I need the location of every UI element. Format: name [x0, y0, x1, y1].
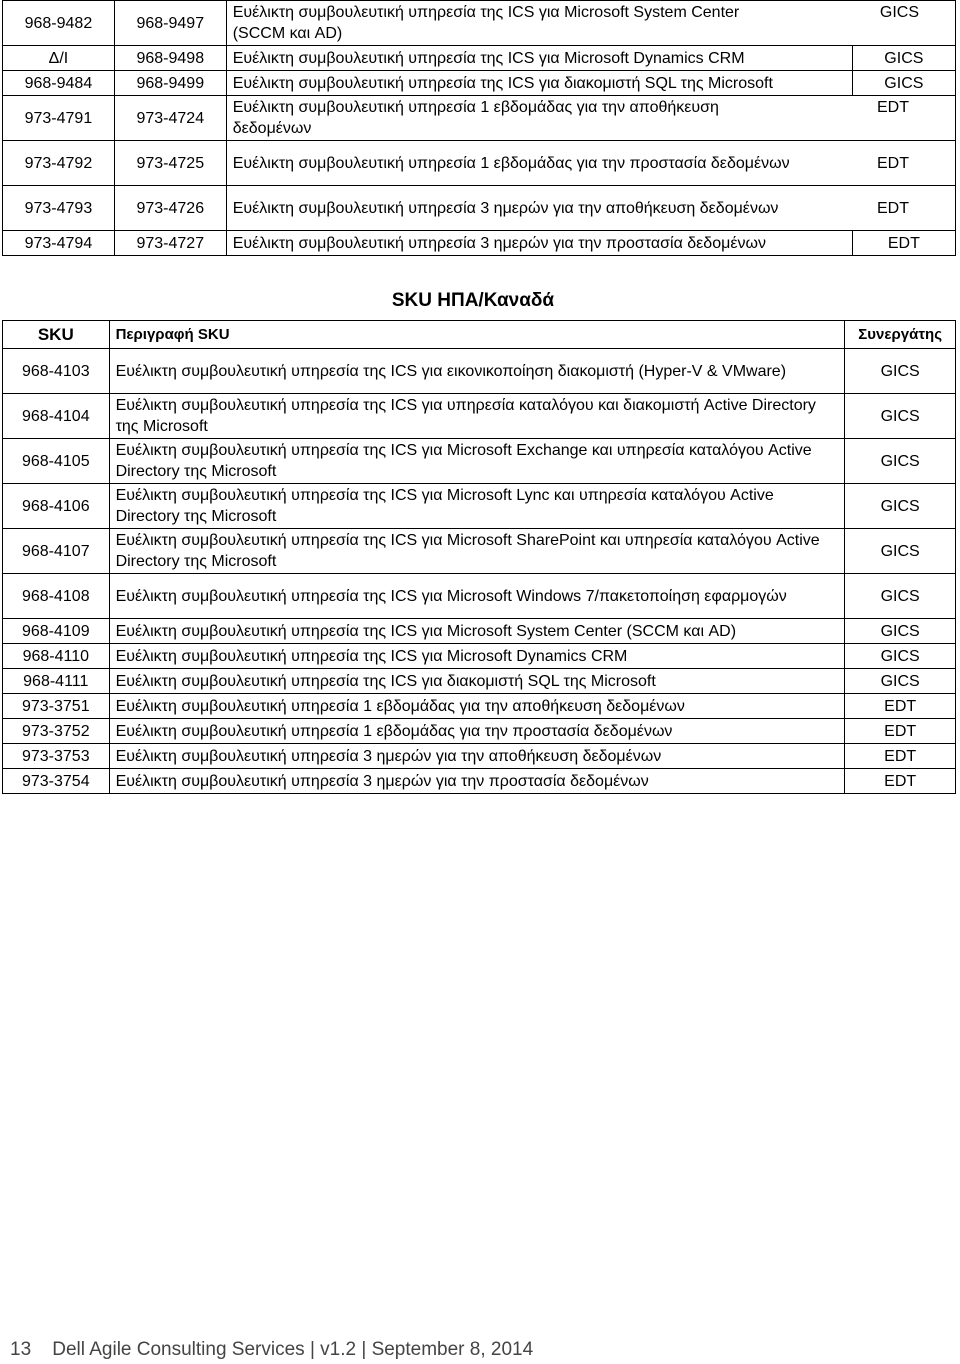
description-cell: Ευέλικτη συμβουλευτική υπηρεσία της ICS για υπηρεσία καταλόγου και διακομιστή Active Directory της Microsoft: [109, 394, 845, 439]
partner-cell: GICS: [845, 484, 956, 529]
partner-cell: GICS: [845, 644, 956, 669]
new-sku-cell: 973-4727: [114, 231, 226, 256]
new-sku-cell: 968-9498: [114, 46, 226, 71]
sku-cell: 968-4107: [3, 529, 110, 574]
new-sku-cell: 973-4726: [114, 186, 226, 231]
partner-cell: EDT: [845, 744, 956, 769]
us-canada-sku-table: [2, 320, 956, 794]
description-cell: Ευέλικτη συμβουλευτική υπηρεσία 1 εβδομάδας για την προστασία δεδομένων: [109, 719, 845, 744]
old-sku-cell: 968-9482: [3, 1, 115, 46]
description-cell: Ευέλικτη συμβουλευτική υπηρεσία της ICS για Microsoft Dynamics CRM: [109, 644, 845, 669]
description-cell: Ευέλικτη συμβουλευτική υπηρεσία 1 εβδομάδας για την αποθήκευση δεδομένων: [109, 694, 845, 719]
old-sku-cell: Δ/Ι: [3, 46, 115, 71]
partner-cell: GICS: [845, 574, 956, 619]
sku-cell: 968-4105: [3, 439, 110, 484]
partner-cell: EDT: [845, 694, 956, 719]
table-row: [3, 719, 956, 744]
description-cell: Ευέλικτη συμβουλευτική υπηρεσία της ICS για Microsoft System Center (SCCM και AD): [109, 619, 845, 644]
sku-cell: 968-4109: [3, 619, 110, 644]
partner-text: EDT: [877, 99, 909, 116]
partner-text: GICS: [879, 4, 919, 21]
partner-header: Συνεργάτης: [845, 321, 956, 349]
description-cell: Ευέλικτη συμβουλευτική υπηρεσία της ICS για Microsoft Dynamics CRM: [226, 46, 852, 71]
table-row: [3, 439, 956, 484]
sku-cell: 968-4111: [3, 669, 110, 694]
description-cell: Ευέλικτη συμβουλευτική υπηρεσία 3 ημερών για την προστασία δεδομένων: [226, 231, 852, 256]
description-cell: Ευέλικτη συμβουλευτική υπηρεσία 3 ημερών για την αποθήκευση δεδομένων: [109, 744, 845, 769]
description-cell: Ευέλικτη συμβουλευτική υπηρεσία της ICS για Microsoft SharePoint και υπηρεσία καταλόγου Active Directory της Microsoft: [109, 529, 845, 574]
new-sku-cell: 968-9497: [114, 1, 226, 46]
partner-cell: GICS: [845, 669, 956, 694]
table-row: [3, 744, 956, 769]
old-sku-cell: 973-4791: [3, 96, 115, 141]
table-row: [3, 529, 956, 574]
sku-cell: 968-4104: [3, 394, 110, 439]
sku-cell: 973-3753: [3, 744, 110, 769]
new-sku-cell: 968-9499: [114, 71, 226, 96]
table-row: [3, 349, 956, 394]
header-row: [3, 321, 956, 349]
table-row: [3, 484, 956, 529]
section-title: SKU ΗΠΑ/Καναδά: [391, 290, 555, 311]
description-cell: Ευέλικτη συμβουλευτική υπηρεσία 3 ημερών για την προστασία δεδομένων: [109, 769, 845, 794]
sku-cell: 973-3751: [3, 694, 110, 719]
old-sku-cell: 973-4792: [3, 141, 115, 186]
sku-cell: 968-4108: [3, 574, 110, 619]
partner-cell: EDT: [845, 769, 956, 794]
footer-text: Dell Agile Consulting Services | v1.2 | September 8, 2014: [52, 1339, 534, 1360]
new-sku-cell: 973-4725: [114, 141, 226, 186]
table-row: [3, 1, 956, 46]
sku-cell: 968-4110: [3, 644, 110, 669]
description-cell: Ευέλικτη συμβουλευτική υπηρεσία της ICS για Microsoft Windows 7/πακετοποίηση εφαρμογών: [109, 574, 845, 619]
partner-cell: GICS: [845, 439, 956, 484]
table-row: [3, 186, 956, 231]
partner-cell: GICS: [852, 71, 955, 96]
sku-cell: 968-4106: [3, 484, 110, 529]
partner-cell: GICS: [845, 529, 956, 574]
description-cell: Ευέλικτη συμβουλευτική υπηρεσία της ICS για Microsoft Lync και υπηρεσία καταλόγου Active Directory της Microsoft: [109, 484, 845, 529]
partner-cell: GICS: [852, 46, 955, 71]
table-row: [3, 96, 956, 141]
description-text: Ευέλικτη συμβουλευτική υπηρεσία της ICS για Microsoft System Center (SCCM και AD): [232, 4, 740, 42]
description-partner-cell: [226, 141, 955, 186]
sku-header: SKU: [3, 321, 110, 349]
description-text: Ευέλικτη συμβουλευτική υπηρεσία 1 εβδομάδας για την αποθήκευση δεδομένων: [232, 99, 719, 137]
sku-cell: 968-4103: [3, 349, 110, 394]
table-row: [3, 644, 956, 669]
partner-cell: EDT: [852, 231, 955, 256]
page-footer: [10, 1339, 533, 1361]
table-row: [3, 394, 956, 439]
description-cell: Ευέλικτη συμβουλευτική υπηρεσία της ICS για διακομιστή SQL της Microsoft: [109, 669, 845, 694]
table-row: [3, 619, 956, 644]
partner-cell: EDT: [845, 719, 956, 744]
description-partner-cell: [226, 96, 955, 141]
partner-text: EDT: [877, 154, 909, 172]
table-row: [3, 574, 956, 619]
table-row: [3, 231, 956, 256]
old-sku-cell: 973-4793: [3, 186, 115, 231]
sku-mapping-table: [2, 0, 956, 256]
sku-cell: 973-3752: [3, 719, 110, 744]
description-cell: Ευέλικτη συμβουλευτική υπηρεσία της ICS για διακομιστή SQL της Microsoft: [226, 71, 852, 96]
description-partner-cell: [226, 1, 955, 46]
table-row: [3, 669, 956, 694]
table-row: [3, 141, 956, 186]
description-cell: Ευέλικτη συμβουλευτική υπηρεσία της ICS για Microsoft Exchange και υπηρεσία καταλόγου Active Directory της Microsoft: [109, 439, 845, 484]
partner-cell: GICS: [845, 394, 956, 439]
description-header: Περιγραφή SKU: [109, 321, 845, 349]
partner-cell: GICS: [845, 619, 956, 644]
description-partner-cell: [226, 186, 955, 231]
table-row: [3, 769, 956, 794]
partner-text: EDT: [877, 199, 909, 217]
sku-cell: 973-3754: [3, 769, 110, 794]
description-cell: Ευέλικτη συμβουλευτική υπηρεσία της ICS για εικονικοποίηση διακομιστή (Hyper-V & VMware): [109, 349, 845, 394]
old-sku-cell: 973-4794: [3, 231, 115, 256]
table-row: [3, 71, 956, 96]
description-text: Ευέλικτη συμβουλευτική υπηρεσία 1 εβδομάδας για την προστασία δεδομένων: [232, 154, 790, 172]
description-text: Ευέλικτη συμβουλευτική υπηρεσία 3 ημερών για την αποθήκευση δεδομένων: [232, 199, 779, 217]
old-sku-cell: 968-9484: [3, 71, 115, 96]
new-sku-cell: 973-4724: [114, 96, 226, 141]
page-number: 13: [10, 1339, 32, 1360]
partner-cell: GICS: [845, 349, 956, 394]
table-row: [3, 46, 956, 71]
table-row: [3, 694, 956, 719]
